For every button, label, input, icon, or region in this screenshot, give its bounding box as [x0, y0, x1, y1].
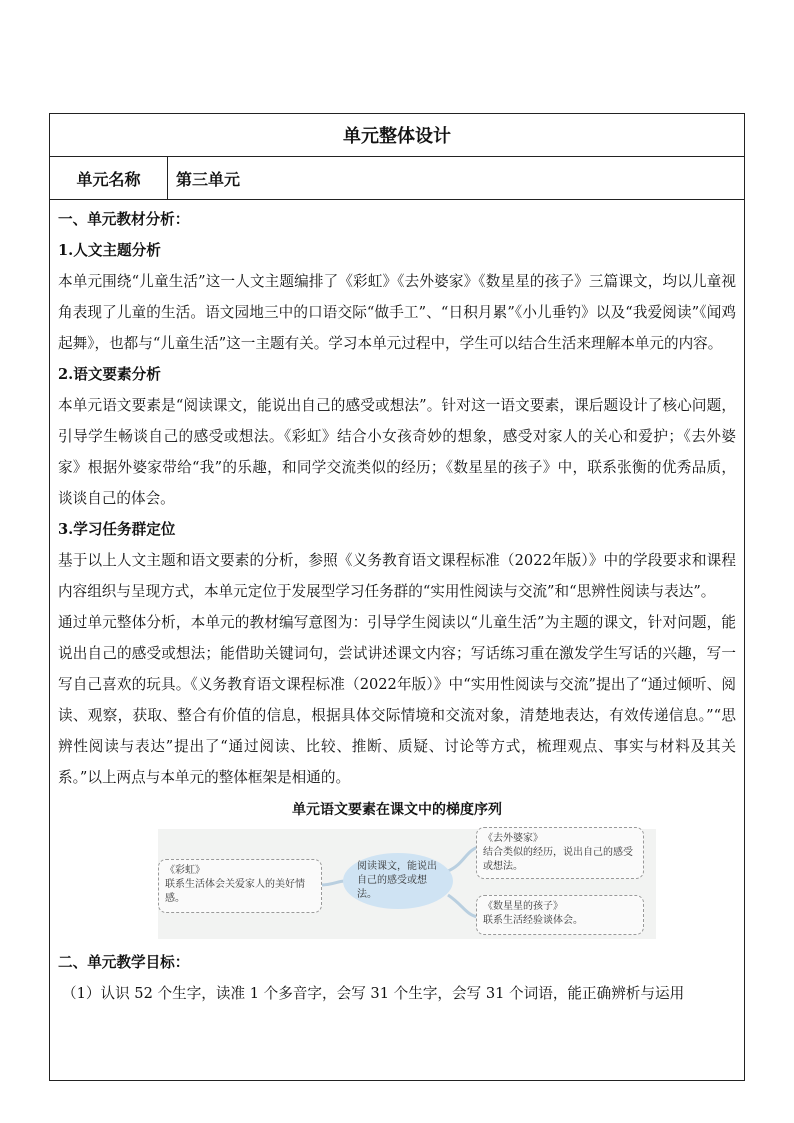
sub2-heading: 2.语文要素分析 [58, 366, 161, 383]
unit-name-value: 第三单元 [176, 169, 241, 189]
mind-map-figure [58, 825, 736, 943]
node-caihong-title: 《彩虹》 [165, 865, 205, 876]
sub3-text-1: 基于以上人文主题和语文要素的分析，参照《义务教育语文课程标准（2022年版）》中的学段要求和课程内容组织与呈现方式，本单元定位于发展型学习任务群的“实用性阅读与交流”和“思辨性阅读与表达”。 [58, 552, 736, 600]
content-cell [50, 200, 744, 1009]
sub2-text: 本单元语文要素是“阅读课文，能说出自己的感受或想法”。针对这一语文要素，课后题设计了核心问题，引导学生畅谈自己的感受或想法。《彩虹》结合小女孩奇妙的想象，感受对家人的关心和爱护；《去外婆家》根据外婆家带给“我”的乐趣，和同学交流类似的经历；《数星星的孩子》中，联系张衡的优秀品质，谈谈自己的体会。 [58, 397, 736, 507]
sub1-text: 本单元围绕“儿童生活”这一人文主题编排了《彩虹》《去外婆家》《数星星的孩子》三篇课文，均以儿童视角表现了儿童的生活。语文园地三中的口语交际“做手工”、“日积月累”《小儿垂钓》以及“我爱阅读”《闻鸡起舞》，也都与“儿童生活”这一主题有关。学习本单元过程中，学生可以结合生活来理解本单元的内容。 [58, 273, 736, 352]
section2-heading: 二、单元教学目标： [58, 954, 190, 971]
node-center [343, 853, 453, 909]
unit-name-row [50, 157, 744, 200]
figure-title: 单元语文要素在课文中的梯度序列 [292, 802, 502, 818]
unit-name-label: 单元名称 [50, 157, 168, 199]
node-shuxingxing [476, 895, 644, 935]
section1-heading: 一、单元教材分析： [58, 211, 190, 228]
node-quwaipojia-title: 《去外婆家》 [483, 833, 543, 844]
node-caihong-text: 联系生活体会关爱家人的美好情感。 [165, 879, 305, 904]
sub3-heading: 3.学习任务群定位 [58, 521, 176, 538]
node-shuxingxing-text: 联系生活经验谈体会。 [483, 915, 583, 926]
node-shuxingxing-title: 《数星星的孩子》 [483, 901, 563, 912]
table-title: 单元整体设计 [50, 114, 744, 157]
node-quwaipojia [476, 827, 644, 879]
goal-item-1: （1）认识 52 个生字，读准 1 个多音字，会写 31 个生字，会写 31 个词语，能正确辨析与运用 [62, 985, 685, 1002]
sub3-text-2: 通过单元整体分析，本单元的教材编写意图为：引导学生阅读以“儿童生活”为主题的课文，针对问题，能说出自己的感受或想法；能借助关键词句，尝试讲述课文内容；写话练习重在激发学生写话的兴趣，写一写自己喜欢的玩具。《义务教育语文课程标准（2022年版）》中“实用性阅读与交流”提出了“通过倾听、阅读、观察，获取、整合有价值的信息，根据具体交际情境和交流对象，清楚地表达，有效传递信息。”“思辨性阅读与表达”提出了“通过阅读、比较、推断、质疑、讨论等方式，梳理观点、事实与材料及其关系。”以上两点与本单元的整体框架是相通的。 [58, 614, 736, 786]
node-quwaipojia-text: 结合类似的经历，说出自己的感受或想法。 [483, 847, 633, 872]
node-caihong [158, 859, 322, 913]
sub1-heading: 1.人文主题分析 [58, 242, 161, 259]
design-table [49, 113, 745, 1081]
node-center-text: 阅读课文，能说出自己的感受或想法。 [357, 861, 437, 900]
